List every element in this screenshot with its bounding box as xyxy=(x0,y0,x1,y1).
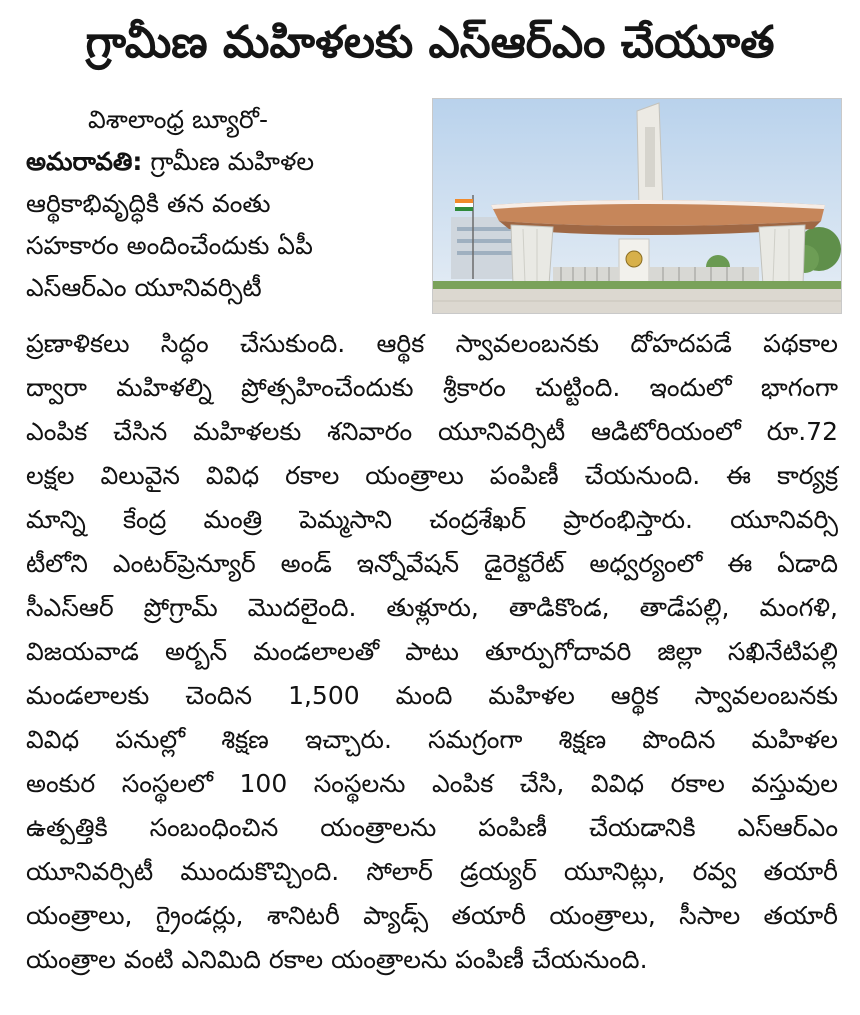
gate-emblem xyxy=(626,251,642,267)
body-line-14: వివిధ పనుల్లో శిక్షణ ఇచ్చారు. సమగ్రంగా శిక్షణ పొందిన మహిళల xyxy=(26,725,838,754)
body-line-11: సీఎస్ఆర్ ప్రోగ్రామ్ మొదలైంది. తుళ్లూరు, తాడికొండ, తాడేపల్లి, మంగళి, xyxy=(26,593,838,622)
body-line-2: ఆర్థికాభివృద్ధికి తన వంతు xyxy=(26,189,271,218)
dateline-place: అమరావతి: xyxy=(26,147,143,176)
body-line-8: లక్షల విలువైన వివిధ రకాల యంత్రాలు పంపిణీ చేయనుంది. ఈ కార్యక్ర xyxy=(26,461,838,490)
body-line-3: సహకారం అందించేందుకు ఏపీ xyxy=(26,231,313,260)
right-pillar xyxy=(759,225,805,285)
hedge xyxy=(433,281,841,289)
body-line-9: మాన్ని కేంద్ర మంత్రి పెమ్మసాని చంద్రశేఖర్ ప్రారంభిస్తారు. యూనివర్సి xyxy=(26,505,838,534)
body-line-16: ఉత్పత్తికి సంబంధించిన యంత్రాలను పంపిణీ చేయడానికి ఎస్ఆర్ఎం xyxy=(26,813,838,842)
body-line-6: ద్వారా మహిళల్ని ప్రోత్సహించేందుకు శ్రీకారం చుట్టింది. ఇందులో భాగంగా xyxy=(26,373,838,402)
body-line-5: ప్రణాళికలు సిద్ధం చేసుకుంది. ఆర్థిక స్వావలంబనకు దోహదపడే పథకాల xyxy=(26,329,838,358)
body-line-10: టీలోని ఎంటర్‌ప్రెన్యూర్ అండ్ ఇన్నోవేషన్ డైరెక్టరేట్ అధ్వర్యంలో ఈ ఏడాది xyxy=(26,549,838,578)
dateline-line xyxy=(26,140,421,184)
body-line-12: విజయవాడ అర్బన్ మండలాలతో పాటు తూర్పుగోదావరి జిల్లా సఖినేటిపల్లి xyxy=(26,637,838,666)
university-gate-illustration xyxy=(433,99,841,313)
body-line-13: మండలాలకు చెందిన 1,500 మంది మహిళల ఆర్థిక స్వావలంబనకు xyxy=(26,681,838,710)
body-line-7: ఎంపిక చేసిన మహిళలకు శనివారం యూనివర్సిటీ ఆడిటోరియంలో రూ.72 xyxy=(26,417,838,446)
body-line-1: గ్రామీణ మహిళల xyxy=(150,147,315,176)
body-line-4: ఎస్ఆర్ఎం యూనివర్సిటీ xyxy=(26,273,262,302)
body-line-17: యూనివర్సిటీ ముందుకొచ్చింది. సోలార్ డ్రయ్యర్ యూనిట్లు, రవ్వ తయారీ xyxy=(26,857,838,886)
body-line-15: అంకుర సంస్థలలో 100 సంస్థలను ఎంపిక చేసి, వివిధ రకాల వస్తువుల xyxy=(26,769,838,798)
left-pillar xyxy=(511,225,553,285)
body-line-18: యంత్రాలు, గ్రైండర్లు, శానిటరీ ప్యాడ్స్ తయారీ యంత్రాలు, సీసాల తయారీ xyxy=(26,901,838,930)
body-line-19: యంత్రాల వంటి ఎనిమిది రకాల యంత్రాలను పంపిణీ చేయనుంది. xyxy=(26,945,648,974)
dateline-bureau: విశాలాంధ్ర బ్యూరో- xyxy=(88,105,268,134)
headline: గ్రామీణ మహిళలకు ఎస్ఆర్ఎం చేయూత xyxy=(85,17,775,68)
news-photo xyxy=(432,98,842,314)
